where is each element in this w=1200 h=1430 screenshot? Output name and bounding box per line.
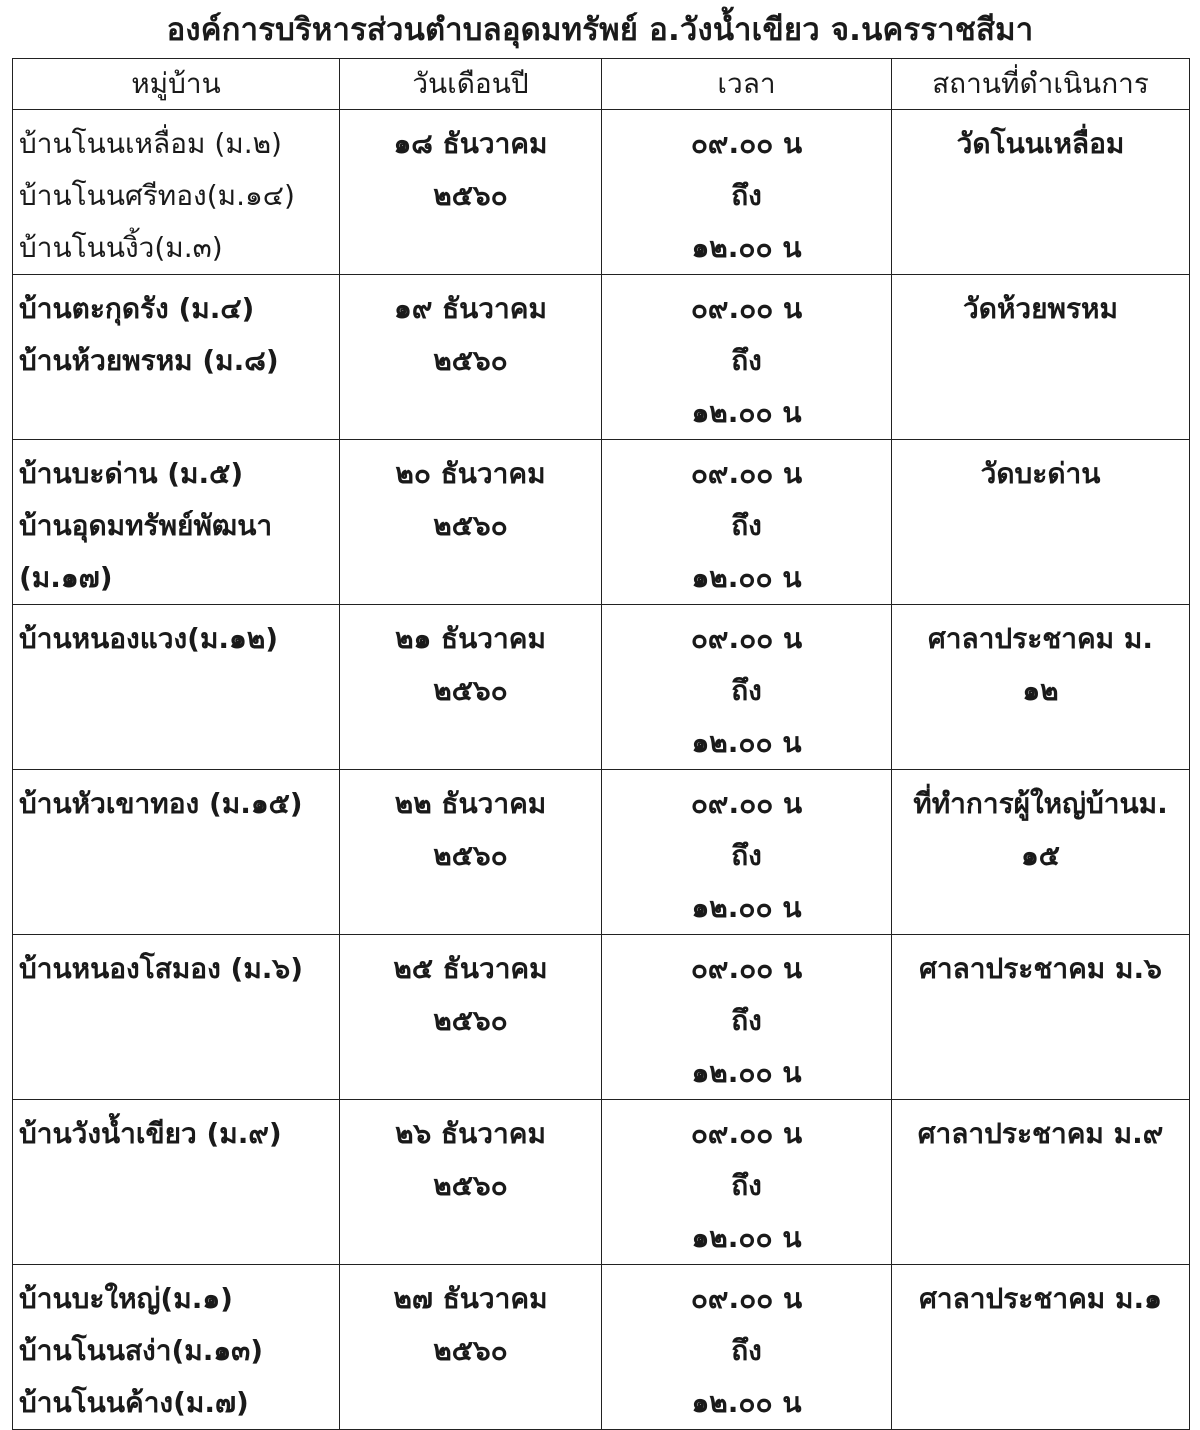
cell-date <box>340 275 602 440</box>
cell-time <box>602 770 892 935</box>
village-line: บ้านตะกุดรัง (ม.๔) <box>19 292 255 325</box>
time-line: ๐๙.๐๐ น <box>690 1282 803 1315</box>
time-line: ๐๙.๐๐ น <box>690 292 803 325</box>
date-line: ๒๐ ธันวาคม <box>395 457 546 490</box>
time-line: ๑๒.๐๐ น <box>691 891 802 924</box>
header-village: หมู่บ้าน <box>13 59 340 110</box>
place-line: วัดโนนเหลื่อม <box>956 127 1125 160</box>
cell-date <box>340 1265 602 1430</box>
table-row <box>13 935 1190 1100</box>
date-line: ๒๕๖๐ <box>433 1004 508 1037</box>
cell-date <box>340 770 602 935</box>
cell-time <box>602 440 892 605</box>
time-line: ๑๒.๐๐ น <box>691 231 802 264</box>
cell-time <box>602 110 892 275</box>
time-line: ๑๒.๐๐ น <box>691 1056 802 1089</box>
village-line: บ้านหัวเขาทอง (ม.๑๕) <box>19 787 303 820</box>
cell-date <box>340 935 602 1100</box>
cell-place <box>892 935 1190 1100</box>
document-title: องค์การบริหารส่วนตำบลอุดมทรัพย์ อ.วังน้ำเขียว จ.นครราชสีมา <box>166 12 1034 48</box>
cell-place <box>892 110 1190 275</box>
cell-village <box>13 935 340 1100</box>
date-line: ๒๕๖๐ <box>433 839 508 872</box>
table-row <box>13 770 1190 935</box>
village-line: บ้านโนนศรีทอง(ม.๑๔) <box>19 179 295 212</box>
table-row <box>13 1265 1190 1430</box>
header-date: วันเดือนปี <box>340 59 602 110</box>
date-line: ๒๕ ธันวาคม <box>393 952 548 985</box>
cell-time <box>602 935 892 1100</box>
time-line: ๐๙.๐๐ น <box>690 622 803 655</box>
place-line: วัดบะด่าน <box>980 457 1101 490</box>
header-time: เวลา <box>602 59 892 110</box>
table-row <box>13 440 1190 605</box>
date-line: ๒๕๖๐ <box>433 674 508 707</box>
cell-time <box>602 1100 892 1265</box>
time-line: ถึง <box>731 1334 762 1367</box>
cell-place <box>892 275 1190 440</box>
village-line: บ้านหนองโสมอง (ม.๖) <box>19 952 304 985</box>
time-line: ถึง <box>731 1004 762 1037</box>
place-line: วัดห้วยพรหม <box>963 292 1118 325</box>
place-line: ๑๕ <box>1021 839 1060 872</box>
table-row <box>13 110 1190 275</box>
date-line: ๒๗ ธันวาคม <box>393 1282 548 1315</box>
cell-village <box>13 110 340 275</box>
village-line: บ้านบะใหญ่(ม.๑) <box>19 1282 233 1315</box>
date-line: ๒๕๖๐ <box>433 1334 508 1367</box>
cell-village <box>13 1100 340 1265</box>
time-line: ๑๒.๐๐ น <box>691 1221 802 1254</box>
date-line: ๑๙ ธันวาคม <box>394 292 547 325</box>
time-line: ๐๙.๐๐ น <box>690 787 803 820</box>
cell-date <box>340 1100 602 1265</box>
time-line: ถึง <box>731 179 762 212</box>
cell-time <box>602 275 892 440</box>
cell-place <box>892 605 1190 770</box>
cell-village <box>13 275 340 440</box>
cell-date <box>340 110 602 275</box>
village-line: บ้านโนนสง่า(ม.๑๓) <box>19 1334 264 1367</box>
place-line: ศาลาประชาคม ม.๑ <box>919 1282 1162 1315</box>
village-line: บ้านโนนเหลื่อม (ม.๒) <box>19 127 282 160</box>
time-line: ๑๒.๐๐ น <box>691 396 802 429</box>
date-line: ๒๒ ธันวาคม <box>394 787 547 820</box>
date-line: ๒๑ ธันวาคม <box>395 622 546 655</box>
table-row <box>13 1100 1190 1265</box>
time-line: ๐๙.๐๐ น <box>690 457 803 490</box>
cell-date <box>340 605 602 770</box>
time-line: ถึง <box>731 839 762 872</box>
village-line: (ม.๑๗) <box>19 561 113 594</box>
cell-village <box>13 440 340 605</box>
cell-place <box>892 770 1190 935</box>
place-line: ที่ทำการผู้ใหญ่บ้านม. <box>913 787 1168 820</box>
time-line: ถึง <box>731 674 762 707</box>
place-line: ศาลาประชาคม ม.๖ <box>919 952 1162 985</box>
time-line: ถึง <box>731 1169 762 1202</box>
cell-time <box>602 605 892 770</box>
time-line: ๐๙.๐๐ น <box>690 1117 803 1150</box>
time-line: ๑๒.๐๐ น <box>691 726 802 759</box>
header-place: สถานที่ดำเนินการ <box>892 59 1190 110</box>
cell-place <box>892 440 1190 605</box>
date-line: ๑๘ ธันวาคม <box>393 127 548 160</box>
time-line: ถึง <box>731 344 762 377</box>
village-line: บ้านโนนงิ้ว(ม.๓) <box>19 231 223 264</box>
cell-date <box>340 440 602 605</box>
cell-village <box>13 605 340 770</box>
time-line: ๐๙.๐๐ น <box>690 952 803 985</box>
schedule-table <box>12 58 1190 1430</box>
village-line: บ้านห้วยพรหม (ม.๘) <box>19 344 279 377</box>
time-line: ถึง <box>731 509 762 542</box>
date-line: ๒๕๖๐ <box>433 344 508 377</box>
time-line: ๑๒.๐๐ น <box>691 1386 802 1419</box>
cell-time <box>602 1265 892 1430</box>
cell-place <box>892 1265 1190 1430</box>
cell-village <box>13 1265 340 1430</box>
date-line: ๒๕๖๐ <box>433 179 508 212</box>
time-line: ๐๙.๐๐ น <box>690 127 803 160</box>
place-line: ศาลาประชาคม ม. <box>928 622 1153 655</box>
table-header-row <box>13 59 1190 110</box>
table-row <box>13 605 1190 770</box>
date-line: ๒๕๖๐ <box>433 1169 508 1202</box>
village-line: บ้านวังน้ำเขียว (ม.๙) <box>19 1117 282 1150</box>
table-row <box>13 275 1190 440</box>
cell-village <box>13 770 340 935</box>
village-line: บ้านอุดมทรัพย์พัฒนา <box>19 509 273 542</box>
cell-place <box>892 1100 1190 1265</box>
village-line: บ้านโนนค้าง(ม.๗) <box>19 1386 249 1419</box>
date-line: ๒๖ ธันวาคม <box>395 1117 546 1150</box>
place-line: ศาลาประชาคม ม.๙ <box>917 1117 1164 1150</box>
village-line: บ้านบะด่าน (ม.๕) <box>19 457 244 490</box>
time-line: ๑๒.๐๐ น <box>691 561 802 594</box>
place-line: ๑๒ <box>1022 674 1059 707</box>
date-line: ๒๕๖๐ <box>433 509 508 542</box>
village-line: บ้านหนองแวง(ม.๑๒) <box>19 622 279 655</box>
